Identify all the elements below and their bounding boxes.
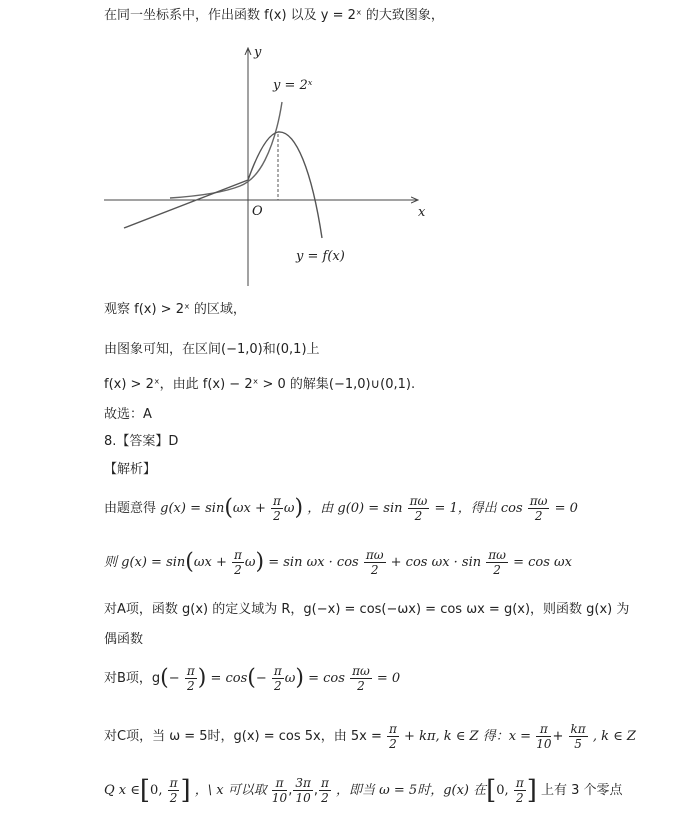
exp-curve-label: y = 2ˣ (273, 78, 313, 93)
f-curve-part (248, 132, 322, 238)
last-line: Q x ∈[0, $\frac{\pi}{2}$ ] ，\ x 可以取 $\frac{\pi}{10}$ , $\frac{3\pi}{10}$ , $\frac{\pi}{2}$ ，即当 ω = 5时，g(x) 在[0, $\frac{\pi}{2}$ ] 上有 3 个零点 (104, 775, 623, 806)
item-a-line-1: 对A项，函数 g(x) 的定义域为 R，g(−x) = cos(−ωx) = cos ωx = g(x)，则函数 g(x) 为 (104, 602, 630, 617)
observe-text: 观察 f(x) > 2ˣ 的区域， (104, 302, 246, 317)
equation-2: 则 g(x) = sin(ωx + $\frac{\pi}{2}$ ω) = sin ωx · cos $\frac{\pi\omega}{2}$ + cos ωx · sin $\frac{\pi\omega}{2}$ = cos ωx (104, 548, 572, 577)
analysis-heading: 【解析】 (104, 462, 157, 477)
origin-label: O (252, 204, 263, 219)
item-c: 对C项，当 ω = 5时，g(x) = cos 5x，由 5x = $\frac{\pi}{2}$ + kπ, k ∈ Z 得：x = $\frac{\pi}{10}$ + $\frac{k\pi}{5}$ , k ∈ Z (104, 722, 636, 751)
choice-text: 故选：A (104, 407, 152, 422)
x-axis-label: x (418, 205, 426, 220)
intro-text: 在同一坐标系中，作出函数 f(x) 以及 y = 2ˣ 的大致图象， (104, 8, 444, 23)
f-line-part (124, 180, 248, 228)
item-a-line-2: 偶函数 (104, 632, 144, 647)
interval-text: 由图象可知，在区间(−1,0)和(0,1)上 (104, 342, 320, 357)
solution-text: f(x) > 2ˣ，由此 f(x) − 2ˣ > 0 的解集(−1,0)∪(0,1). (104, 377, 416, 392)
y-axis-label: y (254, 45, 262, 60)
equation-1: 由题意得 g(x) = sin(ωx + $\frac{\pi}{2}$ ω) ，由 g(0) = sin $\frac{\pi\omega}{2}$ = 1，得出 cos $\frac{\pi\omega}{2}$ = 0 (104, 494, 578, 523)
exp-curve (170, 102, 282, 198)
answer-8-text: 8.【答案】D (104, 434, 179, 449)
item-b: 对B项，g(− $\frac{\pi}{2}$ ) = cos(− $\frac{\pi}{2}$ ω) = cos $\frac{\pi\omega}{2}$ = 0 (104, 664, 401, 693)
f-curve-label: y = f(x) (296, 249, 345, 264)
function-graph (100, 42, 440, 292)
